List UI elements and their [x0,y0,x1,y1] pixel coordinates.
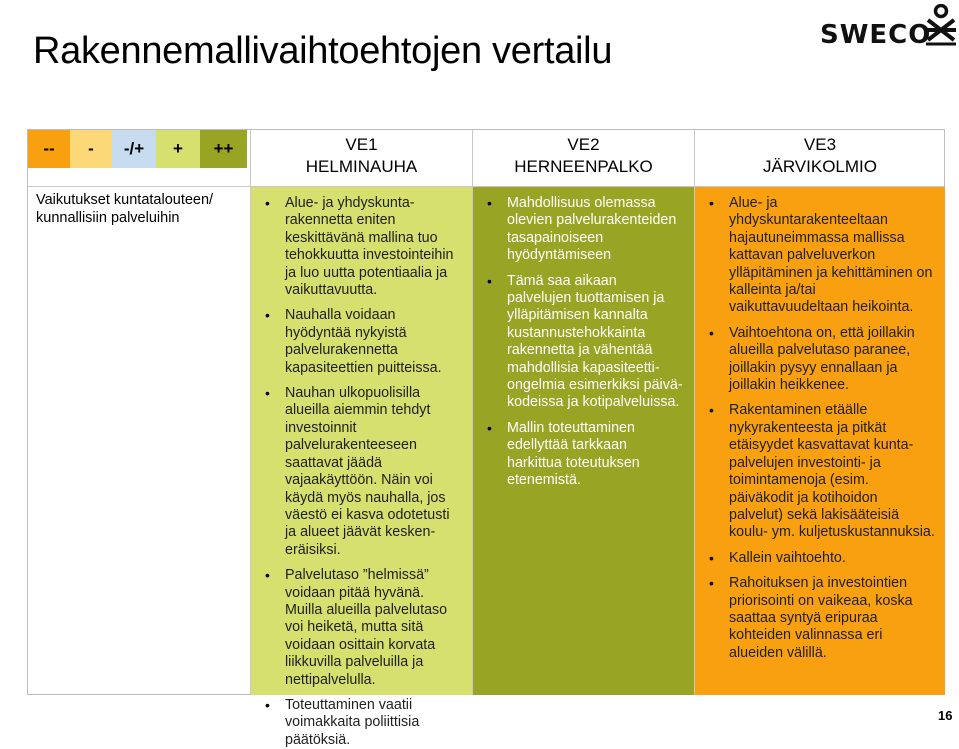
bullet-item: • Kallein vaihtoehto. [705,550,935,567]
column-code: VE1 [345,135,378,154]
bullet-item: • Alue- ja yhdyskunta-rakennetta eniten keskittävänä mallina tuo tehokkuutta investointeihin ja luo uutta potentiaalia ja vaikuttavuutta. [261,195,462,299]
column-header-ve3 [695,134,945,178]
bullet-item: • Palvelutaso ”helmissä” voidaan pitää hyvänä. Muilla alueilla palvelutaso voi heiketä, mutta sitä voidaan osittain korvata liikkuvilla palveluilla ja nettipalvelulla. [261,567,462,689]
bullet-item: • Toteuttaminen vaatii voimakkaita poliittisia päätöksiä. [261,697,462,749]
sweco-logo [820,4,958,48]
sweco-figure-icon [925,4,957,46]
column-header-ve2 [473,134,694,178]
bullet-item: • Mallin toteuttaminen edellyttää tarkkaan harkittua toteutuksen etenemistä. [483,420,684,490]
bullet-item: • Nauhalla voidaan hyödyntää nykyistä palvelurakennetta kapasiteettien puitteissa. [261,307,462,377]
scale-item: -- [28,130,70,168]
column-name: HELMINAUHA [305,157,418,176]
column-code: VE3 [803,135,837,154]
comparison-table [27,129,945,748]
scale-item: -/+ [112,130,156,168]
bullet-item: • Vaihtoehtona on, että joillakin alueilla palvelutaso paranee, joillakin pysyy ennallaan ja joillakin heikkenee. [705,325,935,395]
scale-item: - [70,130,112,168]
cell-ve3 [695,187,945,695]
row-label: Vaikutukset kuntatalouteen/ kunnallisiin palveluihin [36,192,214,226]
column-name: JÄRVIKOLMIO [763,157,877,176]
cell-ve2 [473,187,694,695]
logo-text: SWECO [820,20,932,50]
scale-item: ++ [200,130,247,168]
scale-item: + [156,130,200,168]
rating-scale [28,130,247,168]
cell-ve1 [251,187,472,748]
bullet-item: • Rakentaminen etäälle nykyrakenteesta ja pitkät etäisyydet kasvattavat kunta-palvelujen investointi- ja toimintamenoja (esim. päiväkodit ja kotihoidon palvelut) sekä lakisääteisiä koulu- ym. kuljetuskustannuksia. [705,402,935,541]
bullet-item: • Rahoituksen ja investointien priorisointi on vaikeaa, koska saattaa syntyä eripuraa kohteiden valinnassa eri alueiden välillä. [705,575,935,662]
bullet-item: • Nauhan ulkopuolisilla alueilla aiemmin tehdyt investoinnit palvelurakenteeseen saattavat jäädä vajaakäyttöön. Näin voi käydä myös nauhalla, jos väestö ei kasva odotetusti ja alueet jäävät kesken-eräisiksi. [261,385,462,559]
page-number: 16 [938,708,953,723]
column-code: VE2 [567,135,600,154]
bullet-item: • Mahdollisuus olemassa olevien palvelurakenteiden tasapainoiseen hyödyntämiseen [483,195,684,265]
bullet-item: • Alue- ja yhdyskuntarakenteeltaan hajautuneimmassa mallissa kattavan palveluverkon ylläpitäminen ja kehittäminen on kalleinta ja/tai vaikuttavuudeltaan heikointa. [705,195,935,317]
bullet-item: • Tämä saa aikaan palvelujen tuottamisen ja ylläpitämisen kannalta kustannustehokkainta rakennetta ja vähentää mahdollisia kapasiteetti-ongelmia esimerkiksi päivä-kodeissa ja kotipalveluissa. [483,273,684,412]
column-name: HERNEENPALKO [514,157,653,176]
page-title: Rakennemallivaihtoehtojen vertailu [33,30,613,72]
column-header-ve1 [251,134,472,178]
